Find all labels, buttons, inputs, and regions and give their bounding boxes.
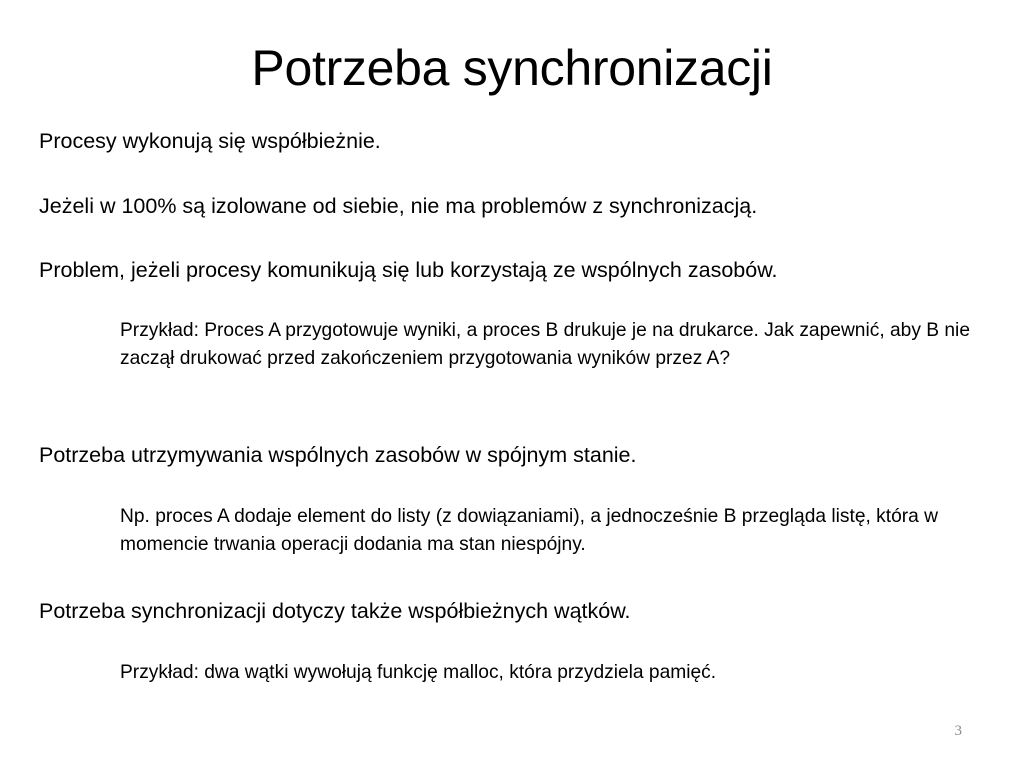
subparagraph-malloc-example: Przykład: dwa wątki wywołują funkcję malloc, która przydziela pamięć.: [120, 662, 717, 683]
paragraph-threads: Potrzeba synchronizacji dotyczy także współbieżnych wątków.: [39, 599, 631, 623]
slide-title: Potrzeba synchronizacji: [251, 40, 773, 96]
page-number: 3: [954, 723, 962, 739]
subparagraph-list-example: Np. proces A dodaje element do listy (z dowiązaniami), a jednocześnie B przegląda listę, która w momencie trwania operacji dodania ma stan niespójny.: [120, 506, 939, 555]
subparagraph-printer-example: Przykład: Proces A przygotowuje wyniki, a proces B drukuje je na drukarce. Jak zapewnić, aby B nie zaczął drukować przed zakończeniem przygotowania wyników przez A?: [120, 320, 970, 369]
paragraph-concurrent-processes: Procesy wykonują się współbieżnie.: [39, 129, 381, 153]
paragraph-consistent-state: Potrzeba utrzymywania wspólnych zasobów w spójnym stanie.: [39, 443, 637, 467]
paragraph-isolated-processes: Jeżeli w 100% są izolowane od siebie, nie ma problemów z synchronizacją.: [39, 194, 758, 218]
paragraph-communication-problem: Problem, jeżeli procesy komunikują się lub korzystają ze wspólnych zasobów.: [39, 258, 778, 282]
